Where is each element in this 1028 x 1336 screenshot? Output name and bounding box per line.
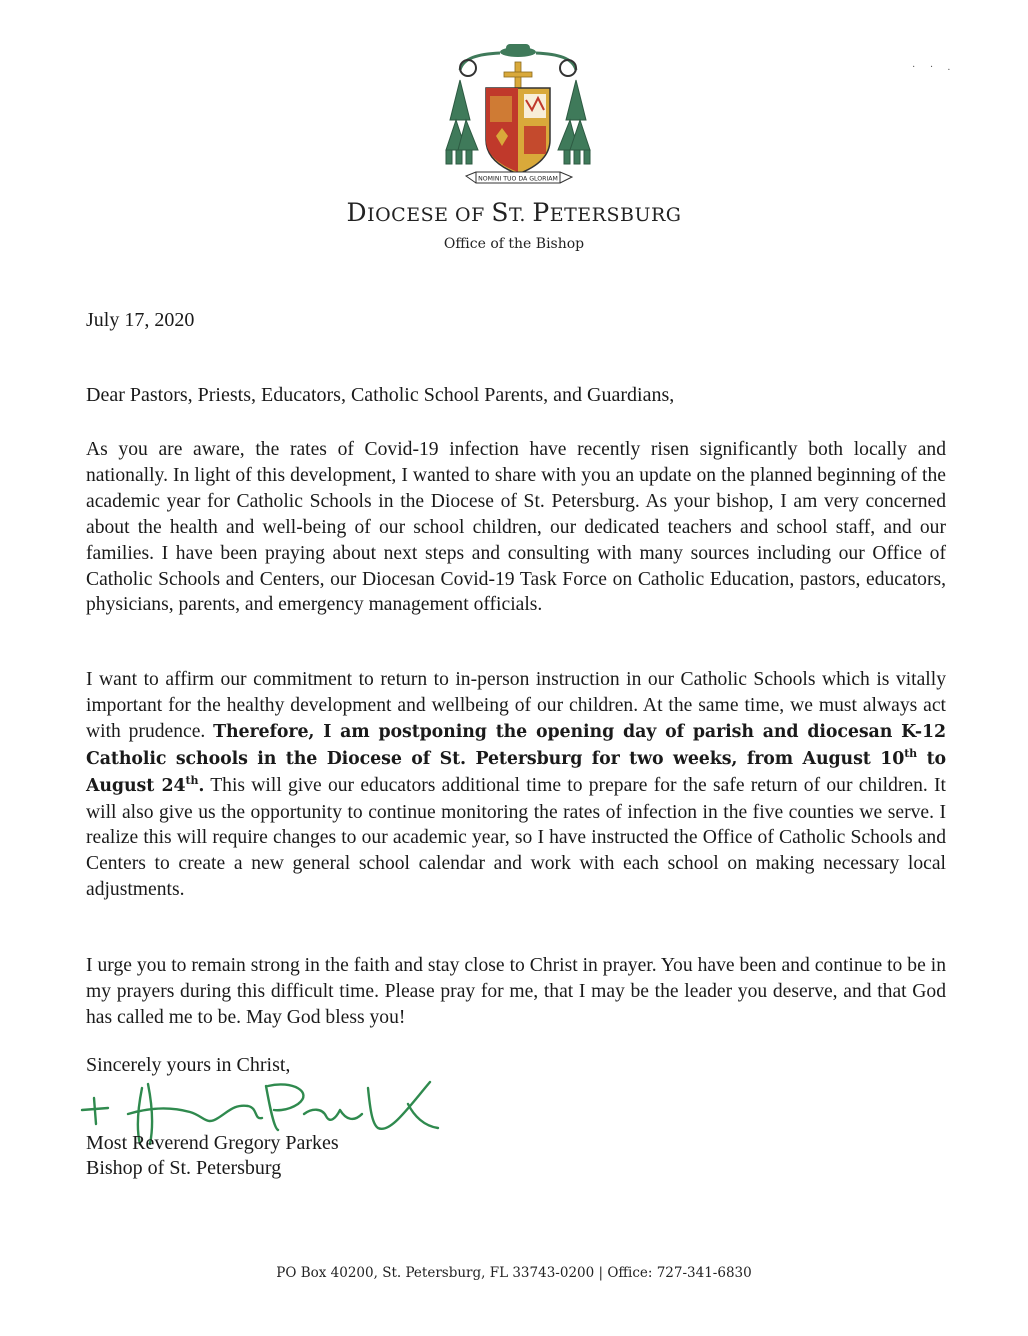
footer-address: PO Box 40200, St. Petersburg, FL 33743-0200 | Office: 727-341-6830 <box>276 1265 752 1281</box>
bold-part-c: . <box>198 775 205 796</box>
diocese-name <box>0 198 1028 227</box>
paragraph-1: As you are aware, the rates of Covid-19 infection have recently risen significantly both locally and nationally. In light of this development, I wanted to share with you an update on the planned beginning of the academic year for Catholic Schools in the Diocese of St. Petersburg. As your bishop, I am very concerned about the health and well-being of our school children, our dedicated teachers and school staff, and our families. I have been praying about next steps and consulting with many sources including our Office of Catholic Schools and Centers, our Diocesan Covid-19 Task Force on Catholic Education, pastors, educators, physicians, parents, and emergency management officials. <box>86 439 946 616</box>
office-subtitle: Office of the Bishop <box>443 236 585 252</box>
motto-text: NOMINI TUO DA GLORIAM <box>478 175 558 183</box>
coat-of-arms-icon <box>438 40 598 192</box>
diocese-name-cap-1: D <box>346 198 368 227</box>
diocese-name-rest-1: IOCESE OF <box>367 204 492 226</box>
superscript-th-a: th <box>904 746 918 760</box>
paragraph-2-intro: I want to affirm our commitment to return to in-person instruction in our Catholic Schools which is vitally important for the healthy development and wellbeing of our children. At the same time, we must always act with prudence. <box>86 669 946 742</box>
scan-specks: · · . <box>912 62 957 73</box>
paragraph-2 <box>86 667 946 903</box>
superscript-th-b: th <box>185 773 199 787</box>
bold-part-a: Therefore, I am postponing the opening day of parish and diocesan K-12 Catholic schools in the Diocese of St. Petersburg for two weeks, from August 10 <box>86 721 946 769</box>
bold-part-b: to August 24 <box>86 748 947 796</box>
diocese-name-cap-2: S <box>491 198 509 227</box>
letter-salutation: Dear Pastors, Priests, Educators, Catholic School Parents, and Guardians, <box>86 384 675 406</box>
paragraph-2-rest: This will give our educators additional time to prepare for the safe return of our children. It will also give us the opportunity to continue monitoring the rates of infection in the five counties we serve. I realize this will require changes to our academic year, so I have instructed the Office of Catholic Schools and Centers to create a new general school calendar and work with each school on making necessary local adjustments. <box>86 774 947 901</box>
signer-name: Most Reverend Gregory Parkes <box>86 1132 339 1154</box>
paragraph-3: I urge you to remain strong in the faith and stay close to Christ in prayer. You have been and continue to be in my prayers during this difficult time. Please pray for me, that I may be the leader you deserve, and that God has called me to be. May God bless you! <box>86 955 946 1028</box>
diocese-name-rest-2: T. <box>508 204 533 226</box>
closing-line: Sincerely yours in Christ, <box>86 1054 291 1076</box>
diocese-name-rest-3: ETERSBURG <box>549 204 682 226</box>
letter-date: July 17, 2020 <box>86 309 195 331</box>
diocese-name-cap-3: P <box>532 198 550 227</box>
signer-title: Bishop of St. Petersburg <box>86 1157 282 1179</box>
